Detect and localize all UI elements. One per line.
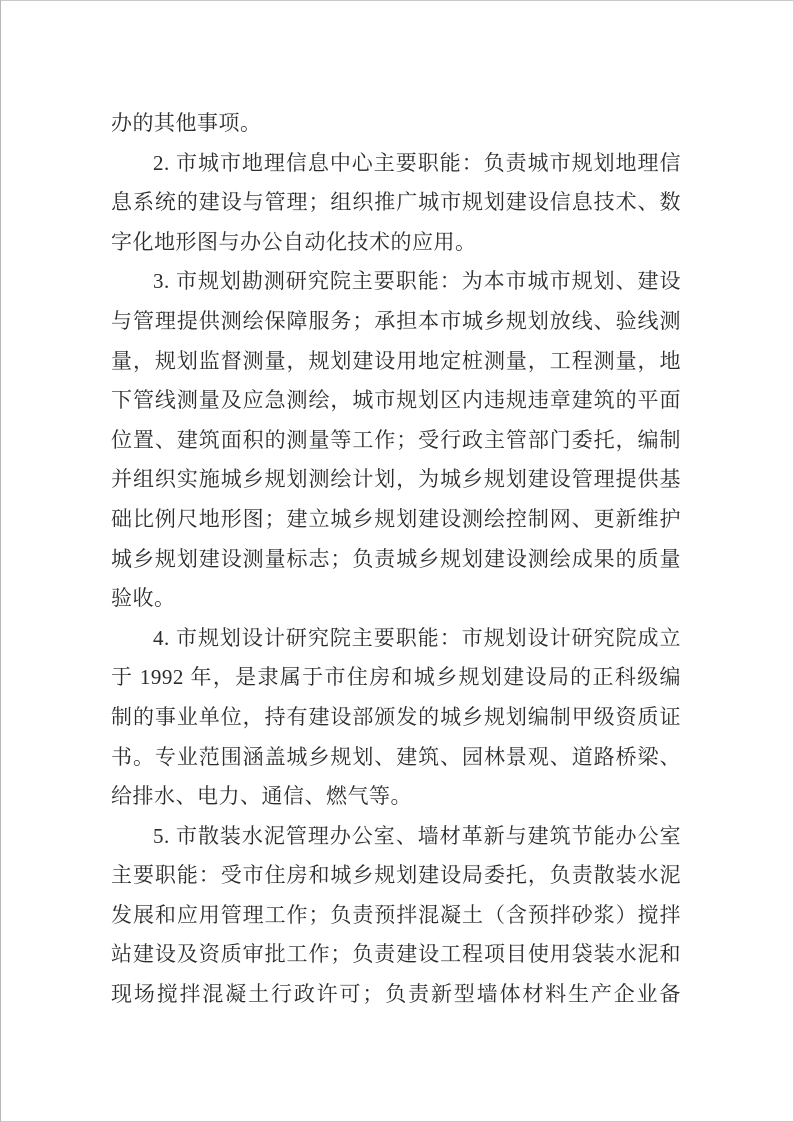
text-line: 4. 市规划设计研究院主要职能：市规划设计研究院成立 [153, 625, 681, 650]
text-line: 制的事业单位，持有建设部颁发的城乡规划编制甲级资质证 [111, 704, 681, 729]
text-line: 息系统的建设与管理；组织推广城市规划建设信息技术、数 [111, 190, 681, 215]
text-line: 给排水、电力、通信、燃气等。 [111, 784, 412, 809]
text-line: 发展和应用管理工作；负责预拌混凝土（含预拌砂浆）搅拌 [111, 902, 681, 927]
text-line: 量，规划监督测量，规划建设用地定桩测量，工程测量，地 [111, 348, 681, 373]
text-line: 书。专业范围涵盖城乡规划、建筑、园林景观、道路桥梁、 [111, 744, 681, 769]
text-line: 于 1992 年，是隶属于市住房和城乡规划建设局的正科级编 [111, 665, 681, 690]
text-line: 并组织实施城乡规划测绘计划，为城乡规划建设管理提供基 [111, 467, 681, 492]
text-line: 主要职能：受市住房和城乡规划建设局委托，负责散装水泥 [111, 863, 681, 888]
text-line: 础比例尺地形图；建立城乡规划建设测绘控制网、更新维护 [111, 506, 681, 531]
text-line: 3. 市规划勘测研究院主要职能：为本市城市规划、建设 [153, 269, 681, 294]
text-line: 现场搅拌混凝土行政许可；负责新型墙体材料生产企业备 [111, 982, 681, 1007]
text-line: 办的其他事项。 [111, 111, 262, 135]
text-line: 验收。 [111, 586, 176, 611]
text-line: 城乡规划建设测量标志；负责城乡规划建设测绘成果的质量 [111, 546, 681, 571]
text-line: 下管线测量及应急测绘，城市规划区内违规违章建筑的平面 [111, 388, 681, 413]
text-line: 2. 市城市地理信息中心主要职能：负责城市规划地理信 [153, 150, 681, 175]
document-body [111, 104, 681, 1015]
text-line: 与管理提供测绘保障服务；承担本市城乡规划放线、验线测 [111, 308, 681, 333]
text-line: 5. 市散装水泥管理办公室、墙材革新与建筑节能办公室 [153, 823, 681, 848]
text-line: 位置、建筑面积的测量等工作；受行政主管部门委托，编制 [111, 427, 681, 452]
text-line: 字化地形图与办公自动化技术的应用。 [111, 229, 477, 254]
text-line: 站建设及资质审批工作；负责建设工程项目使用袋装水泥和 [111, 942, 681, 967]
